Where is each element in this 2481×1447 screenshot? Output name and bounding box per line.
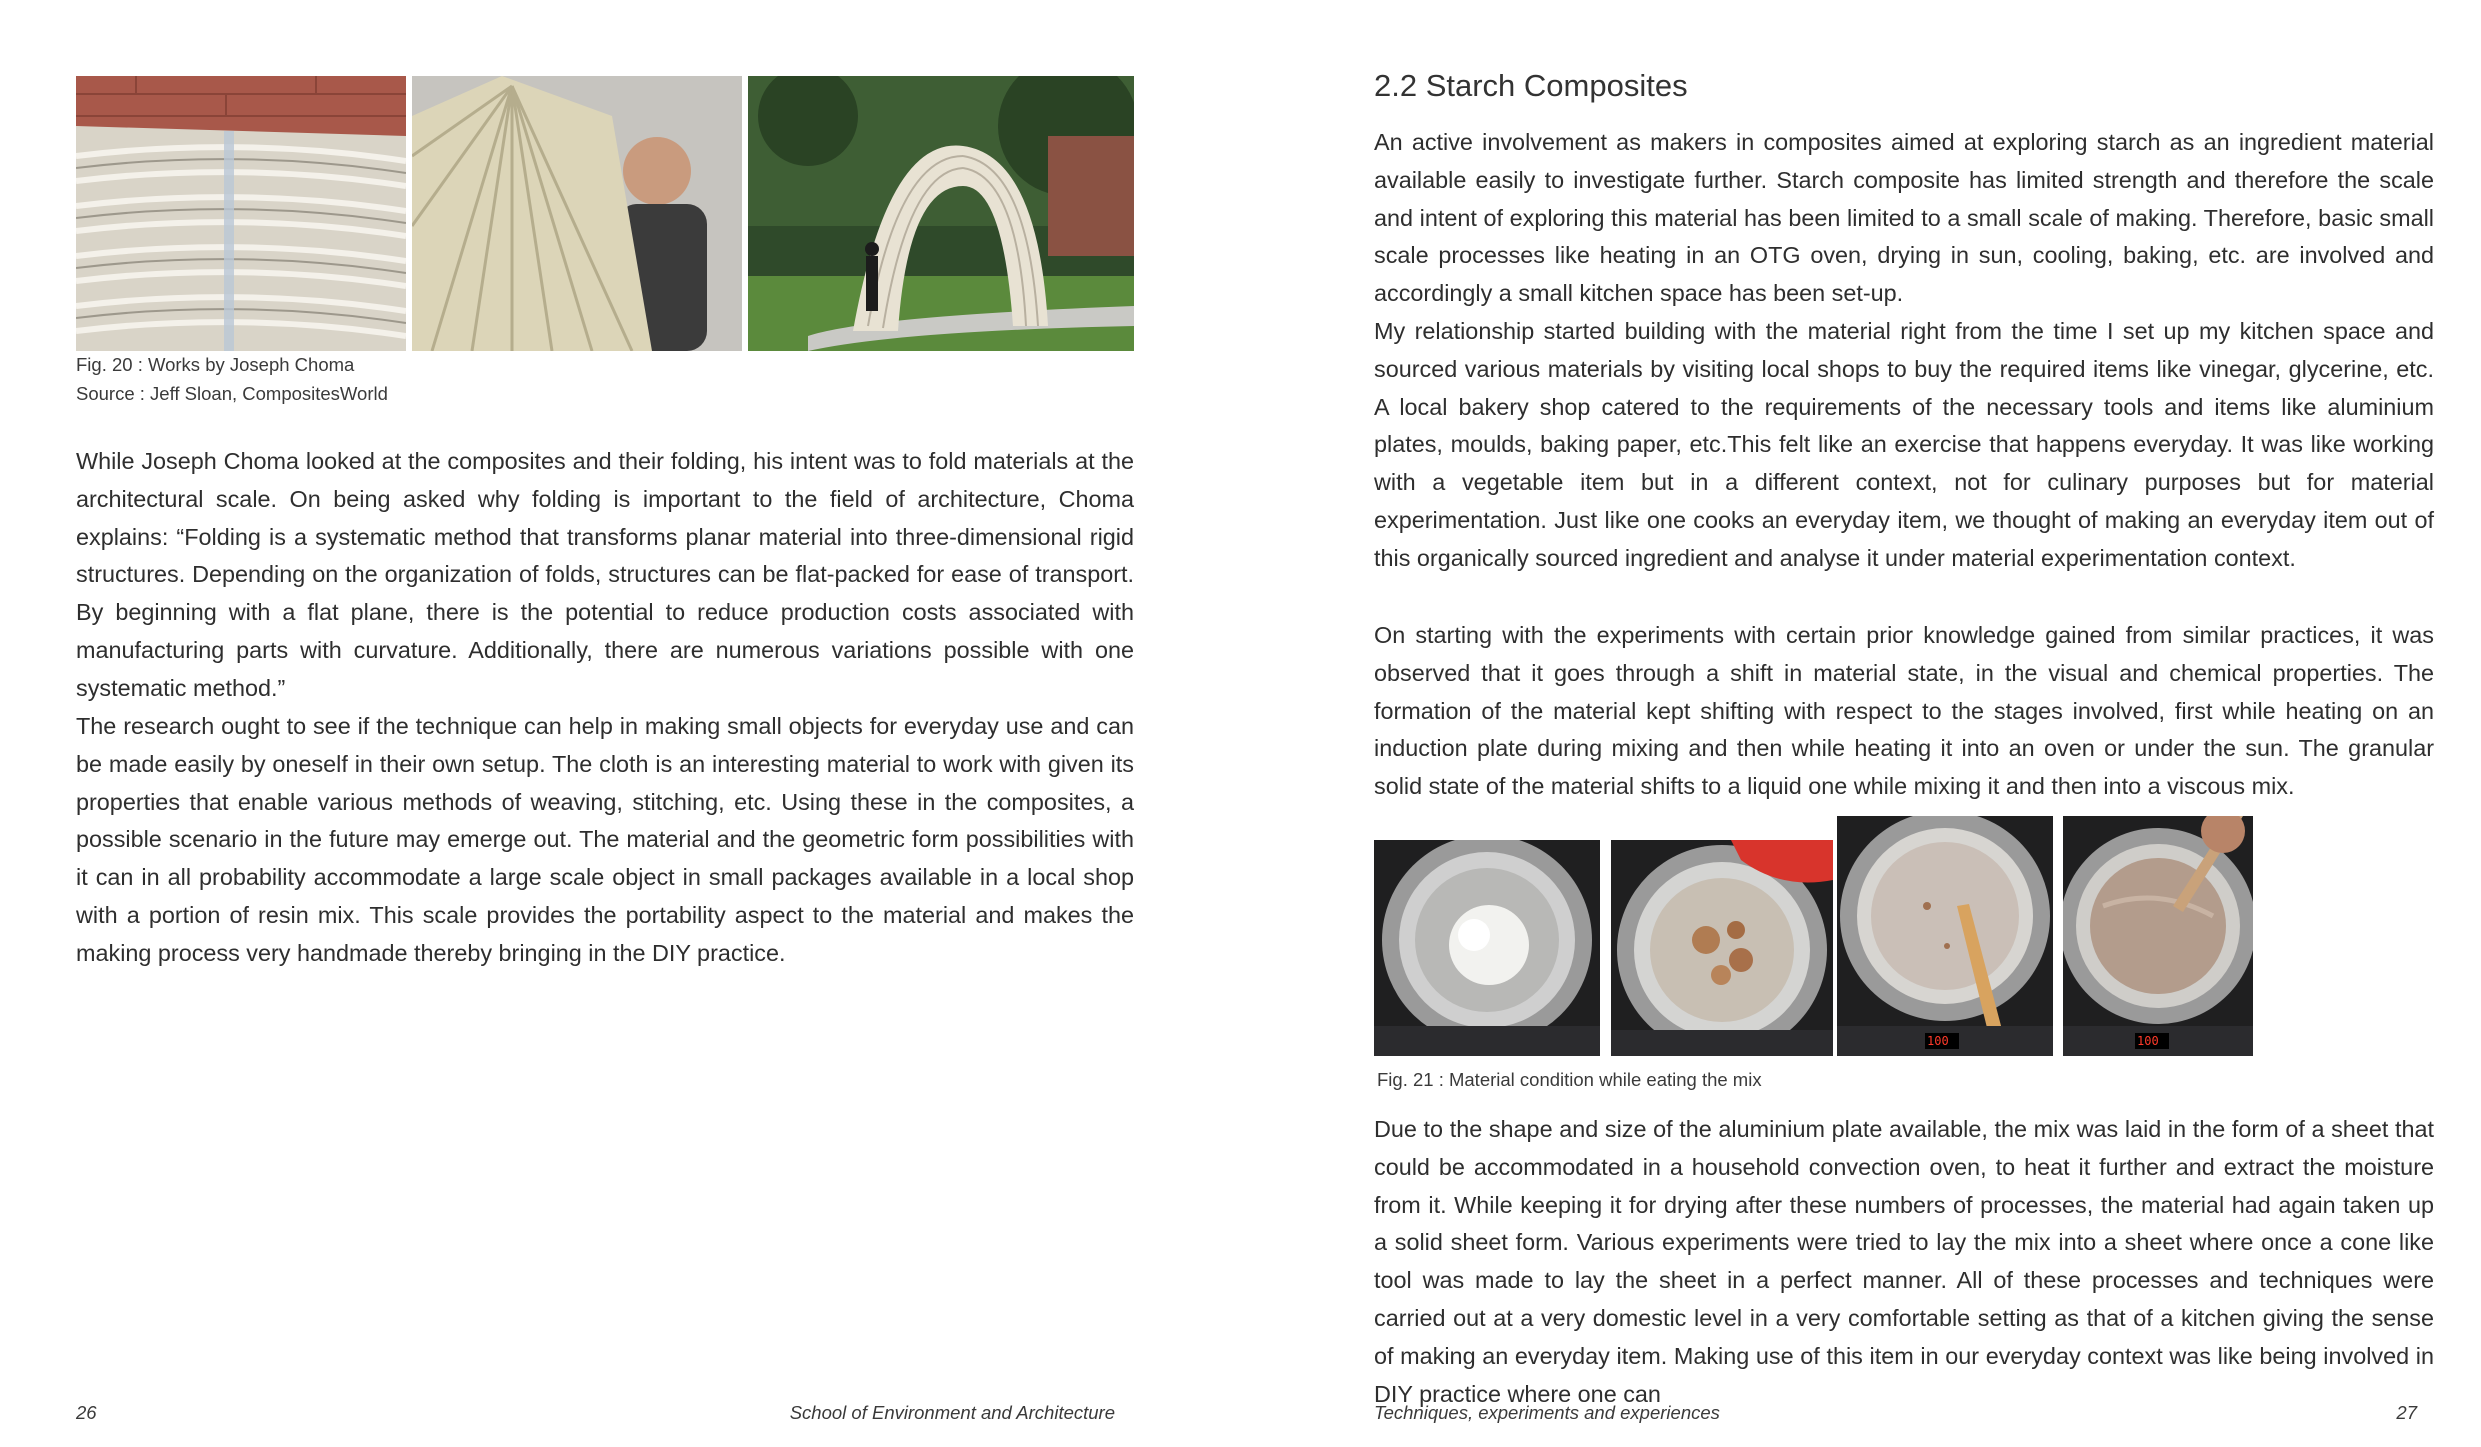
induction-display-reading: 100 [2137,1034,2159,1048]
figure-20-caption-source: Source : Jeff Sloan, CompositesWorld [76,383,388,404]
paragraph-material-state: On starting with the experiments with certain prior knowledge gained from similar practices, it was observed that it goes through a shift in material state, in the visual and chemical properties. The formation of the material kept shifting with respect to the stages involved, first while heating on an induction plate during mixing and then while heating it into an oven or under the sun. The granular solid state of the material shifts to a liquid one while mixing it and then into a viscous mix. [1374,622,2434,800]
man-with-folded-panel-photo [412,76,742,351]
paragraph-kitchen-setup: My relationship started building with the material right from the time I set up my kitchen space and sourced various materials by visiting local shops to buy the required items like vinegar, glycerine, etc. A local bakery shop catered to the requirements of the necessary tools and items like aluminium plates, moulds, baking paper, etc.This felt like an exercise that happens everyday. It was like working with a vegetable item but in a different context, not for culinary purposes but for material experimentation. Just like one cooks an everyday item, we thought of making an everyday item out of this organically sourced ingredient and analyse it under material experimentation context. [1374,318,2434,571]
running-footer-right: Techniques, experiments and experiences [1374,1402,1720,1423]
folded-composite-stack-photo [76,76,406,351]
figure-21-caption: Fig. 21 : Material condition while eating the mix [1377,1069,1762,1090]
viscous-mix-pot-photo [2063,816,2253,1056]
figure-20-caption [76,350,676,408]
induction-display-reading: 100 [1927,1034,1949,1048]
folded-pavilion-arch-photo [748,76,1134,351]
section-heading: 2.2 Starch Composites [1374,68,1688,103]
page-number-right: 27 [2396,1402,2417,1423]
starch-powder-pot-photo [1374,840,1600,1056]
running-footer-left: School of Environment and Architecture [789,1402,1115,1423]
paragraph-research-aim: The research ought to see if the technique can help in making small objects for everyday use and can be made easily by oneself in their own setup. The cloth is an interesting material to work with given its properties that enable various methods of weaving, stitching, etc. Using these in the composites, a possible scenario in the future may emerge out. The material and the geometric form possibilities with it can in all probability accommodate a large scale object in small packages available in a local shop with a portion of resin mix. This scale provides the portability aspect to the material and makes the making process very handmade thereby bringing in the DIY practice. [76,713,1134,966]
right-page [1240,0,2480,1447]
paragraph-joseph-choma: While Joseph Choma looked at the composites and their folding, his intent was to fold materials at the architectural scale. On being asked why folding is important to the field of architecture, Choma explains: “Folding is a systematic method that transforms planar material into three-dimensional rigid structures. Depending on the organization of folds, structures can be flat-packed for ease of transport. By beginning with a flat plane, there is the potential to reduce production costs associated with manufacturing parts with curvature. Additionally, there are numerous variations possible with one systematic method.” [76,448,1134,701]
paragraph-starch-intro: An active involvement as makers in composites aimed at exploring starch as an ingredient material available easily to investigate further. Starch composite has limited strength and therefore the scale and intent of exploring this material has been limited to a small scale of making. Therefore, basic small scale processes like heating in an OTG oven, drying in sun, cooling, baking, etc. are involved and accordingly a small kitchen space has been set-up. [1374,129,2434,307]
stirring-liquid-mix-photo [1837,816,2053,1056]
adding-ingredients-pot-photo [1611,840,1833,1056]
figure-20-caption-title: Fig. 20 : Works by Joseph Choma [76,354,355,375]
paragraph-aluminium-plate: Due to the shape and size of the aluminium plate available, the mix was laid in the form of a sheet that could be accommodated in a household convection oven, to heat it further and extract the moisture from it. While keeping it for drying after these numbers of processes, the material had again taken up a solid sheet form. Various experiments were tried to lay the mix into a sheet where once a cone like tool was made to lay the sheet in a perfect manner. All of these processes and techniques were carried out at a very domestic level in a very comfortable setting as that of a kitchen giving the sense of making an everyday item. Making use of this item in our everyday context was like being involved in DIY practice where one can [1374,1116,2434,1407]
left-page [0,0,1240,1447]
page-number-left: 26 [76,1402,97,1423]
